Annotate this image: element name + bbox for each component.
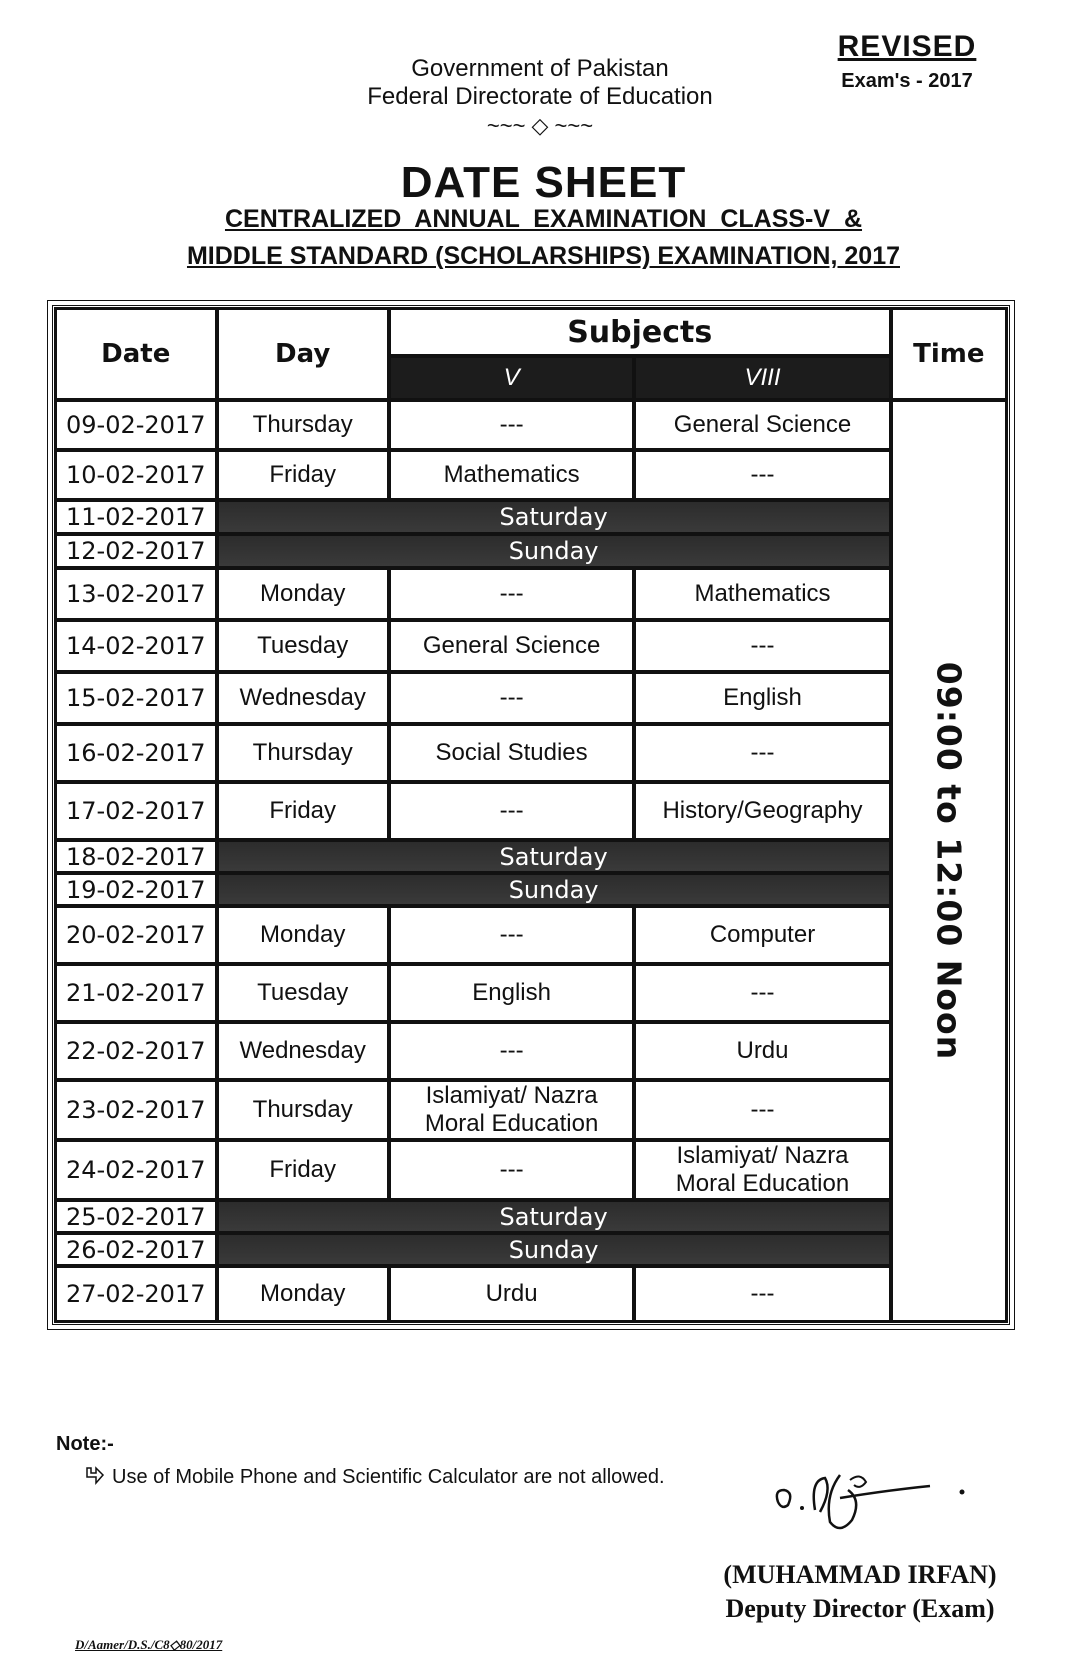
subject-v-cell: --- bbox=[389, 1140, 635, 1200]
subtitle-line-2 bbox=[0, 242, 1087, 271]
subject-v-cell: --- bbox=[389, 1022, 635, 1080]
subject-viii-cell: --- bbox=[634, 964, 890, 1022]
date-cell: 20-02-2017 bbox=[55, 906, 217, 964]
header-time: Time bbox=[891, 308, 1007, 400]
day-cell: Thursday bbox=[217, 400, 389, 450]
subject-v-cell: General Science bbox=[389, 620, 635, 672]
table-row bbox=[55, 1266, 1007, 1322]
day-cell: Tuesday bbox=[217, 620, 389, 672]
holiday-cell: Saturday bbox=[217, 840, 891, 873]
day-cell: Friday bbox=[217, 782, 389, 840]
subject-viii-cell: --- bbox=[634, 450, 890, 500]
table-row bbox=[55, 1140, 1007, 1200]
date-cell: 16-02-2017 bbox=[55, 724, 217, 782]
date-sheet-table bbox=[52, 305, 1010, 1325]
subject-v-cell: Mathematics bbox=[389, 450, 635, 500]
subject-v-cell: --- bbox=[389, 906, 635, 964]
subject-viii-cell: Mathematics bbox=[634, 568, 890, 620]
header-day: Day bbox=[217, 308, 389, 400]
subject-v-cell: --- bbox=[389, 400, 635, 450]
exams-year-label: Exam's - 2017 bbox=[841, 70, 973, 92]
date-cell: 26-02-2017 bbox=[55, 1233, 217, 1266]
day-cell: Friday bbox=[217, 450, 389, 500]
holiday-row bbox=[55, 500, 1007, 534]
subtitle-line-1-text: CENTRALIZED ANNUAL EXAMINATION CLASS-V & bbox=[224, 205, 863, 233]
header-subjects: Subjects bbox=[389, 308, 891, 356]
subject-viii-cell: --- bbox=[634, 1266, 890, 1322]
table-row bbox=[55, 782, 1007, 840]
ornament: ~~~ ◇ ~~~ bbox=[486, 113, 594, 138]
note-text: Use of Mobile Phone and Scientific Calculator are not allowed. bbox=[112, 1466, 665, 1488]
day-cell: Thursday bbox=[217, 724, 389, 782]
subject-viii-cell: History/Geography bbox=[634, 782, 890, 840]
date-cell: 15-02-2017 bbox=[55, 672, 217, 724]
subject-v-cell: --- bbox=[389, 672, 635, 724]
subject-viii-cell: Computer bbox=[634, 906, 890, 964]
date-cell: 27-02-2017 bbox=[55, 1266, 217, 1322]
holiday-cell: Saturday bbox=[217, 500, 891, 534]
table-row bbox=[55, 724, 1007, 782]
table-row bbox=[55, 450, 1007, 500]
day-cell: Friday bbox=[217, 1140, 389, 1200]
table-row bbox=[55, 1080, 1007, 1140]
table-row bbox=[55, 568, 1007, 620]
day-cell: Monday bbox=[217, 568, 389, 620]
signatory-name: (MUHAMMAD IRFAN) bbox=[723, 1560, 997, 1589]
date-cell: 09-02-2017 bbox=[55, 400, 217, 450]
header-class-viii: VIII bbox=[634, 356, 890, 400]
subject-viii-cell: --- bbox=[634, 724, 890, 782]
holiday-cell: Sunday bbox=[217, 534, 891, 568]
date-cell: 22-02-2017 bbox=[55, 1022, 217, 1080]
subject-viii-cell: --- bbox=[634, 1080, 890, 1140]
date-sheet-body bbox=[55, 400, 1007, 1322]
table-row bbox=[55, 906, 1007, 964]
date-cell: 12-02-2017 bbox=[55, 534, 217, 568]
subtitle-line-2-text: MIDDLE STANDARD (SCHOLARSHIPS) EXAMINATION, 2017 bbox=[186, 242, 900, 270]
table-row bbox=[55, 620, 1007, 672]
date-cell: 18-02-2017 bbox=[55, 840, 217, 873]
revised-label: REVISED bbox=[837, 30, 977, 63]
subject-v-cell: --- bbox=[389, 782, 635, 840]
subject-v-cell: Islamiyat/ Nazra Moral Education bbox=[389, 1080, 635, 1140]
date-cell: 13-02-2017 bbox=[55, 568, 217, 620]
table-row bbox=[55, 964, 1007, 1022]
date-cell: 11-02-2017 bbox=[55, 500, 217, 534]
date-cell: 19-02-2017 bbox=[55, 873, 217, 906]
date-cell: 17-02-2017 bbox=[55, 782, 217, 840]
holiday-row bbox=[55, 840, 1007, 873]
date-cell: 25-02-2017 bbox=[55, 1200, 217, 1233]
day-cell: Wednesday bbox=[217, 672, 389, 724]
day-cell: Monday bbox=[217, 1266, 389, 1322]
day-cell: Tuesday bbox=[217, 964, 389, 1022]
directorate-heading: Federal Directorate of Education bbox=[367, 83, 713, 110]
subject-v-cell: Social Studies bbox=[389, 724, 635, 782]
subject-viii-cell: Urdu bbox=[634, 1022, 890, 1080]
subject-viii-cell: Islamiyat/ Nazra Moral Education bbox=[634, 1140, 890, 1200]
signature bbox=[770, 1450, 970, 1545]
time-cell bbox=[891, 400, 1007, 1322]
day-cell: Monday bbox=[217, 906, 389, 964]
subject-viii-cell: English bbox=[634, 672, 890, 724]
hand-arrow-icon bbox=[84, 1465, 106, 1492]
date-cell: 21-02-2017 bbox=[55, 964, 217, 1022]
table-row bbox=[55, 672, 1007, 724]
reference-number: D/Aamer/D.S./C8◇80/2017 bbox=[75, 1637, 223, 1652]
page-title: DATE SHEET bbox=[400, 158, 687, 207]
holiday-row bbox=[55, 1200, 1007, 1233]
subject-viii-cell: General Science bbox=[634, 400, 890, 450]
subtitle-line-1 bbox=[0, 205, 1087, 234]
holiday-row bbox=[55, 534, 1007, 568]
header-class-v: V bbox=[389, 356, 635, 400]
holiday-row bbox=[55, 1233, 1007, 1266]
date-cell: 24-02-2017 bbox=[55, 1140, 217, 1200]
signatory-designation: Deputy Director (Exam) bbox=[725, 1594, 995, 1623]
date-cell: 14-02-2017 bbox=[55, 620, 217, 672]
table-row bbox=[55, 1022, 1007, 1080]
subject-v-cell: --- bbox=[389, 568, 635, 620]
date-cell: 10-02-2017 bbox=[55, 450, 217, 500]
holiday-cell: Sunday bbox=[217, 873, 891, 906]
subject-viii-cell: --- bbox=[634, 620, 890, 672]
subject-v-cell: English bbox=[389, 964, 635, 1022]
day-cell: Wednesday bbox=[217, 1022, 389, 1080]
day-cell: Thursday bbox=[217, 1080, 389, 1140]
date-cell: 23-02-2017 bbox=[55, 1080, 217, 1140]
govt-heading: Government of Pakistan bbox=[411, 55, 669, 82]
note-heading: Note:- bbox=[56, 1433, 114, 1455]
time-value: 09:00 to 12:00 Noon bbox=[929, 661, 969, 1061]
holiday-cell: Saturday bbox=[217, 1200, 891, 1233]
holiday-cell: Sunday bbox=[217, 1233, 891, 1266]
header-date: Date bbox=[55, 308, 217, 400]
holiday-row bbox=[55, 873, 1007, 906]
subject-v-cell: Urdu bbox=[389, 1266, 635, 1322]
table-row bbox=[55, 400, 1007, 450]
